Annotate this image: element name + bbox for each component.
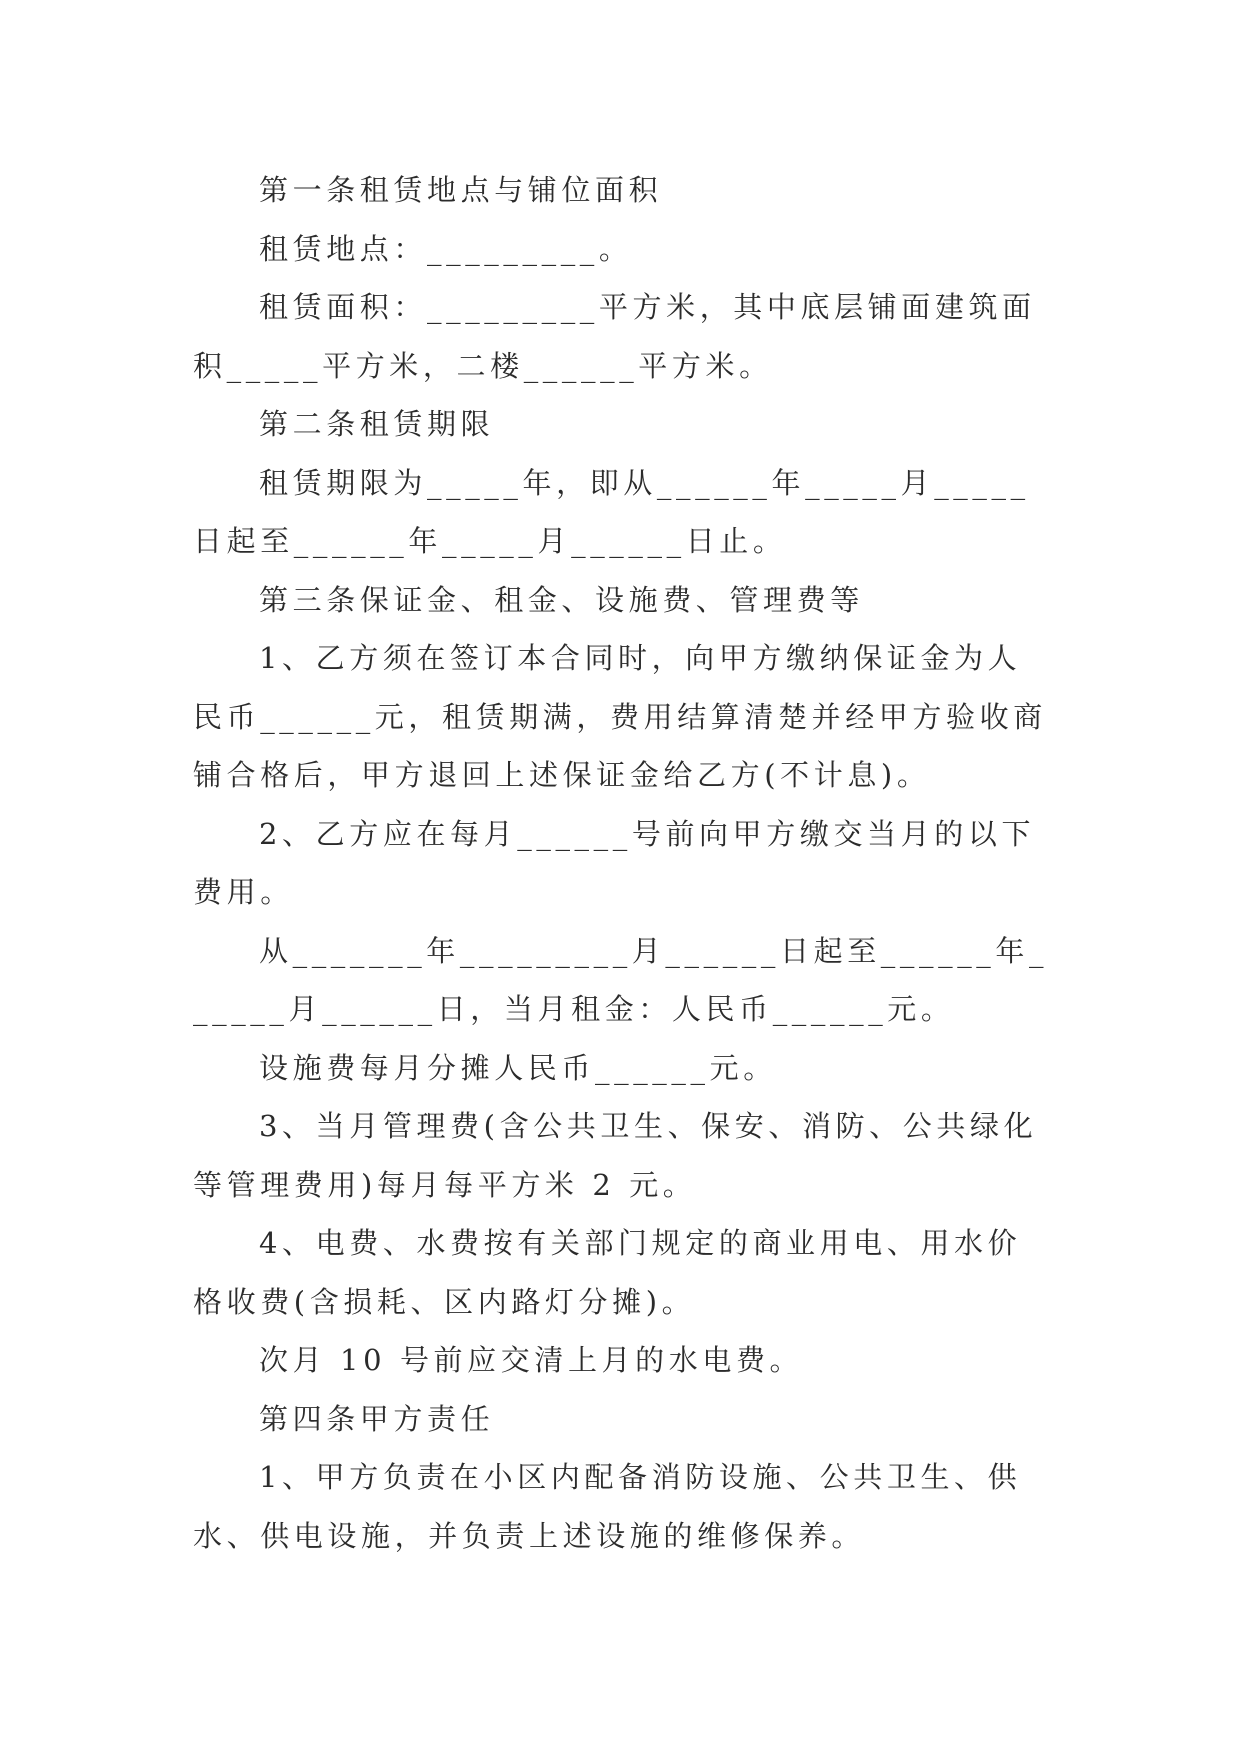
lease-location-line: 租赁地点：_________。	[259, 231, 633, 266]
utility-due-line: 次月 10 号前应交清上月的水电费。	[259, 1343, 804, 1377]
article-3-heading: 第三条保证金、租金、设施费、管理费等	[259, 582, 864, 617]
document-body	[193, 161, 1053, 1565]
facility-fee-line: 设施费每月分摊人民币______元。	[259, 1050, 777, 1085]
landlord-duty-clause: 1、甲方负责在小区内配备消防设施、公共卫生、供水、供电设施，并负责上述设施的维修保养。	[193, 1460, 1022, 1553]
rent-period-paragraph: 从_______年_________月______日起至______年______月______日，当月租金：人民币______元。	[193, 933, 1049, 1026]
article-1-heading: 第一条租赁地点与铺位面积	[259, 173, 663, 207]
article-4-heading: 第四条甲方责任	[259, 1401, 495, 1436]
utility-fee-clause: 4、电费、水费按有关部门规定的商业用电、用水价格收费(含损耗、区内路灯分摊)。	[193, 1226, 1022, 1319]
lease-area-paragraph: 租赁面积：_________平方米，其中底层铺面建筑面积_____平方米，二楼______平方米。	[193, 290, 1036, 383]
monthly-payment-clause: 2、乙方应在每月______号前向甲方缴交当月的以下费用。	[193, 816, 1036, 909]
article-2-heading: 第二条租赁期限	[259, 407, 495, 441]
deposit-clause: 1、乙方须在签订本合同时，向甲方缴纳保证金为人民币______元，租赁期满，费用结算清楚并经甲方验收商铺合格后，甲方退回上述保证金给乙方(不计息)。	[193, 641, 1047, 792]
management-fee-clause: 3、当月管理费(含公共卫生、保安、消防、公共绿化等管理费用)每月每平方米 2 元。	[193, 1109, 1038, 1202]
lease-term-paragraph: 租赁期限为_____年，即从______年_____月_____日起至______年_____月______日止。	[193, 465, 1030, 558]
